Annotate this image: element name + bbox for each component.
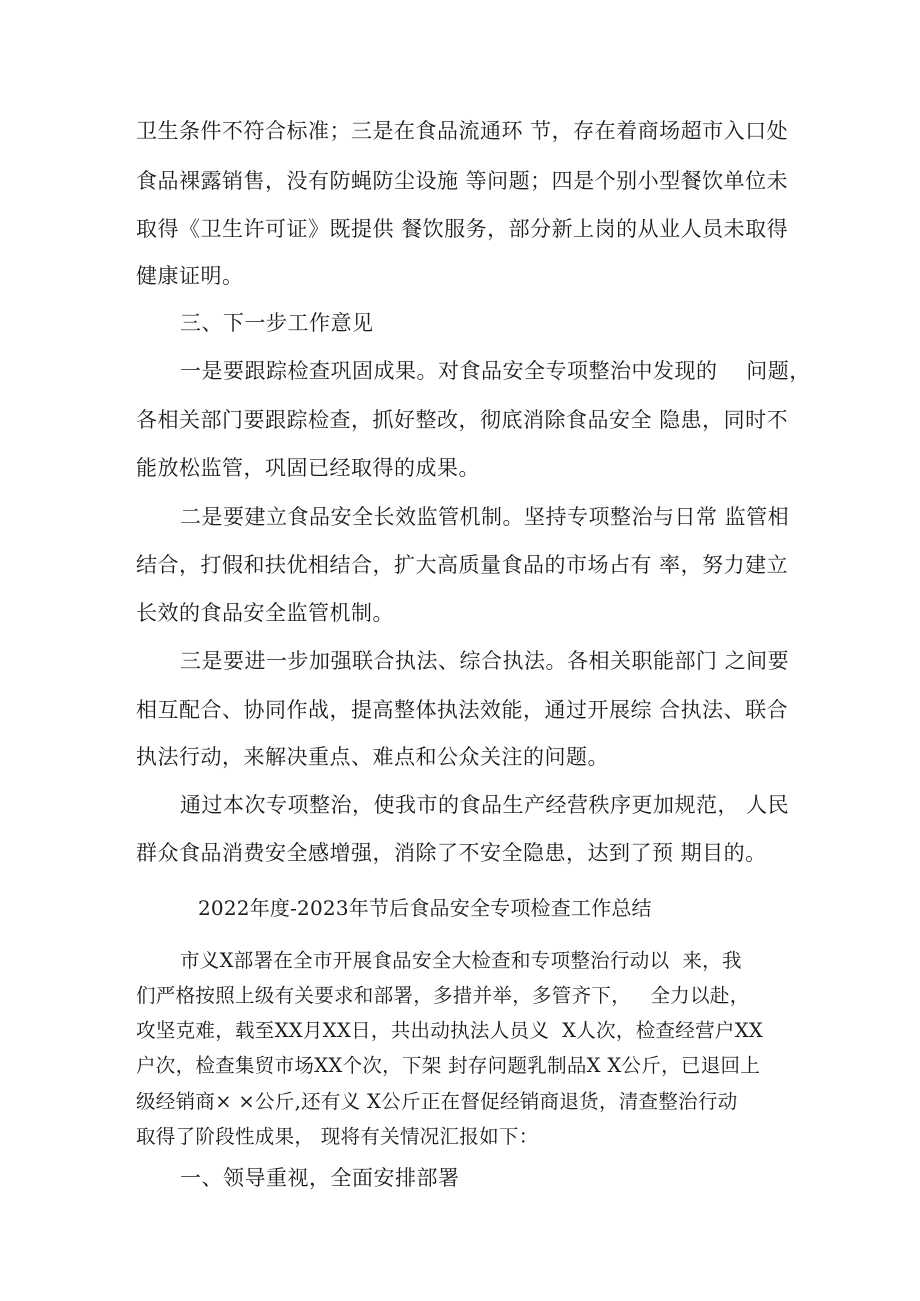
paragraph-line: 户次，检查集贸市场XX个次，下架 封存问题乳制品X X公斤，已退回上	[136, 1054, 761, 1077]
paragraph-line: 攻坚克难，载至XX月XX日，共出动执法人员义 X人次，检查经营户XX	[136, 1019, 764, 1042]
section-heading: 一、领导重视，全面安排部署	[180, 1166, 460, 1190]
paragraph-line: 相互配合、协同作战，提高整体执法效能，通过开展综 合执法、联合	[136, 698, 789, 722]
paragraph-line: 结合，打假和扶优相结合，扩大高质量食品的市场占有 率，努力建立	[136, 553, 789, 577]
paragraph-line: 市义X部署在全市开展食品安全大检查和专项整治行动以 来，我	[180, 949, 742, 972]
paragraph-line: 级经销商× ×公斤,还有义 X公斤正在督促经销商退货，清查整治行动	[136, 1090, 738, 1113]
paragraph-line: 群众食品消费安全感增强，消除了不安全隐患，达到了预 期目的。	[136, 841, 767, 865]
paragraph-line: 一是要跟踪检查巩固成果。对食品安全专项整治中发现的 问题，	[180, 359, 811, 383]
document-title: 2022年度-2023年节后食品安全专项检查工作总结	[198, 896, 652, 920]
paragraph-line: 取得了阶段性成果， 现将有关情况汇报如下：	[136, 1125, 539, 1148]
paragraph-line: 长效的食品安全监管机制。	[136, 601, 394, 625]
paragraph-line: 食品裸露销售，没有防蝇防尘设施 等问题；四是个别小型餐饮单位未	[136, 169, 789, 193]
paragraph-line: 取得《卫生许可证》既提供 餐饮服务，部分新上岗的从业人员未取得	[136, 217, 789, 241]
paragraph-line: 能放松监管，巩固已经取得的成果。	[136, 456, 480, 480]
paragraph-line: 们严格按照上级有关要求和部署，多措并举，多管齐下， 全力以赴，	[136, 984, 750, 1007]
paragraph-line: 通过本次专项整治，使我市的食品生产经营秩序更加规范， 人民	[180, 793, 790, 817]
paragraph-line: 卫生条件不符合标准；三是在食品流通环 节，存在着商场超市入口处	[136, 119, 789, 143]
paragraph-line: 三是要进一步加强联合执法、综合执法。各相关职能部门 之间要	[180, 649, 790, 673]
paragraph-line: 各相关部门要跟踪检查，抓好整改，彻底消除食品安全 隐患，同时不	[136, 408, 789, 432]
paragraph-line: 执法行动，来解决重点、难点和公众关注的问题。	[136, 745, 609, 769]
paragraph-line: 健康证明。	[136, 264, 244, 288]
paragraph-line: 二是要建立食品安全长效监管机制。坚持专项整治与日常 监管相	[180, 505, 790, 529]
section-heading: 三、下一步工作意见	[180, 311, 374, 335]
